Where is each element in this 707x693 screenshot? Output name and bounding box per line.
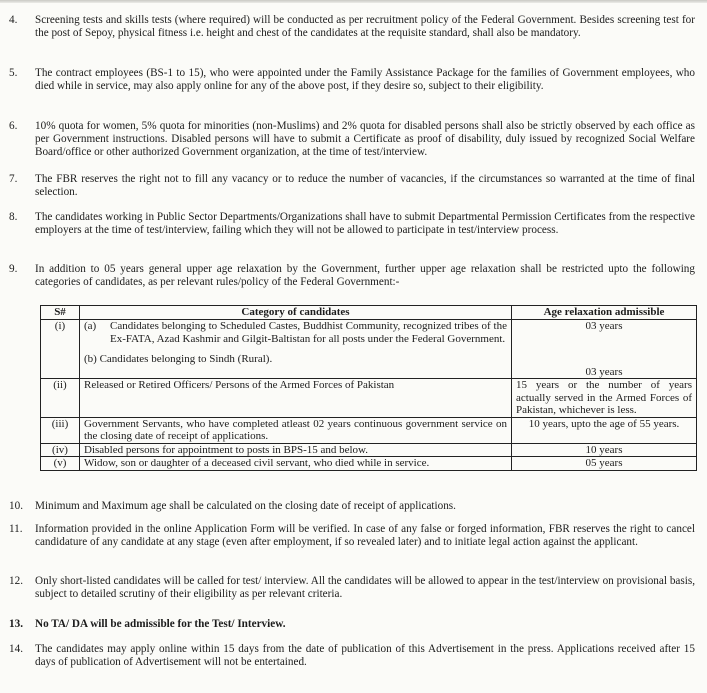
- sub-label: (a): [84, 320, 97, 332]
- clause-7: [9, 173, 695, 199]
- header-age: Age relaxation admissible: [512, 306, 697, 320]
- clause-9: [9, 263, 695, 289]
- sub-text: Candidates belonging to Scheduled Castes, Buddhist Community, recognized tribes of the Ex-FATA, Azad Kashmir and Gilgit-Baltistan for all posts under the Federal Government.: [110, 320, 507, 345]
- row-category: [80, 320, 512, 379]
- row-sno: (iii): [41, 417, 80, 443]
- clause-number: 13.: [9, 618, 23, 630]
- row-sno: (ii): [41, 379, 80, 418]
- age-relaxation-table: [40, 305, 697, 471]
- clause-number: 14.: [9, 643, 23, 655]
- row-sno: (iv): [41, 443, 80, 457]
- row-category: Widow, son or daughter of a deceased civil servant, who died while in service.: [80, 457, 512, 471]
- table-row: [41, 443, 697, 457]
- clause-text: In addition to 05 years general upper age relaxation by the Government, further upper age relaxation shall be restricted upto the following categories of candidates, as per relevant rules/policy of the Federal Government:-: [35, 263, 695, 288]
- clause-number: 4.: [9, 14, 18, 26]
- clause-number: 10.: [9, 500, 23, 512]
- clause-text: Only short-listed candidates will be called for test/ interview. All the candidates will be allowed to appear in the test/interview on provisional basis, subject to detailed scrutiny of their eligibility as per relevant criteria.: [35, 575, 695, 600]
- clause-number: 5.: [9, 67, 18, 79]
- clause-6: [9, 120, 695, 159]
- clause-8: [9, 211, 695, 237]
- row-age: 05 years: [512, 457, 697, 471]
- age-a: 03 years: [585, 320, 623, 332]
- table-row: [41, 379, 697, 418]
- row-age: 15 years or the number of years actually served in the Armed Forces of Pakistan, whichever is less.: [512, 379, 697, 418]
- table-header-row: [41, 306, 697, 320]
- clause-12: [9, 575, 695, 601]
- clause-text: The contract employees (BS-1 to 15), who were appointed under the Family Assistance Package for the families of Government employees, who died while in service, may also apply online for any of the above post, if they desire so, subject to their eligibility.: [35, 67, 695, 92]
- page-top-edge: [0, 0, 707, 3]
- clause-14: [9, 643, 695, 669]
- clause-number: 6.: [9, 120, 18, 132]
- header-category: Category of candidates: [80, 306, 512, 320]
- clause-number: 11.: [9, 523, 23, 535]
- clause-number: 8.: [9, 211, 18, 223]
- clause-text: 10% quota for women, 5% quota for minorities (non-Muslims) and 2% quota for disabled persons shall also be strictly observed by each office as per Government instructions. Disabled persons will have to submit a Certificate as proof of disability, duly issued by recognized Social Welfare Board/office or other authorized Government organization, at the time of test/interview.: [35, 120, 695, 158]
- sub-item-a: [84, 320, 507, 345]
- clause-10: [9, 500, 695, 513]
- table-row: [41, 417, 697, 443]
- clause-5: [9, 67, 695, 93]
- clause-text: The candidates may apply online within 15 days from the date of publication of this Advertisement in the press. Applications received after 15 days of publication of Advertisement will not be entertained.: [35, 643, 695, 668]
- sub-item-b: (b) Candidates belonging to Sindh (Rural).: [84, 353, 273, 365]
- clause-text: The candidates working in Public Sector Departments/Organizations shall have to submit Departmental Permission Certificates from the respective employers at the time of test/interview, failing which they will not be allowed to participate in test/interview process.: [35, 211, 695, 236]
- clause-text: Information provided in the online Application Form will be verified. In case of any false or forged information, FBR reserves the right to cancel candidature of any candidate at any stage (even after employment, if so revealed later) and to initiate legal action against the applicant.: [35, 523, 695, 548]
- clause-text: Screening tests and skills tests (where required) will be conducted as per recruitment policy of the Federal Government. Besides screening test for the post of Sepoy, physical fitness i.e. height and chest of the candidates at the requisite standard, shall also be mandatory.: [35, 14, 695, 39]
- clause-text: The FBR reserves the right not to fill any vacancy or to reduce the number of vacancies, if the circumstances so warranted at the time of final selection.: [35, 173, 695, 198]
- row-category: Released or Retired Officers/ Persons of the Armed Forces of Pakistan: [80, 379, 512, 418]
- clause-4: [9, 14, 695, 40]
- clause-text: No TA/ DA will be admissible for the Test/ Interview.: [35, 618, 286, 630]
- clause-text: Minimum and Maximum age shall be calculated on the closing date of receipt of applications.: [35, 500, 456, 512]
- row-category: Disabled persons for appointment to posts in BPS-15 and below.: [80, 443, 512, 457]
- age-b: 03 years: [585, 365, 623, 378]
- header-sno: S#: [41, 306, 80, 320]
- clause-13: [9, 618, 695, 631]
- clause-number: 7.: [9, 173, 18, 185]
- row-age: [512, 320, 697, 379]
- row-age: 10 years: [512, 443, 697, 457]
- table-row: [41, 320, 697, 379]
- clause-number: 9.: [9, 263, 18, 275]
- row-sno: (v): [41, 457, 80, 471]
- row-age: 10 years, upto the age of 55 years.: [512, 417, 697, 443]
- clause-11: [9, 523, 695, 549]
- row-category: Government Servants, who have completed atleast 02 years continuous government service on the closing date of receipt of applications.: [80, 417, 512, 443]
- clause-number: 12.: [9, 575, 23, 587]
- row-sno: (i): [41, 320, 80, 379]
- table-row: [41, 457, 697, 471]
